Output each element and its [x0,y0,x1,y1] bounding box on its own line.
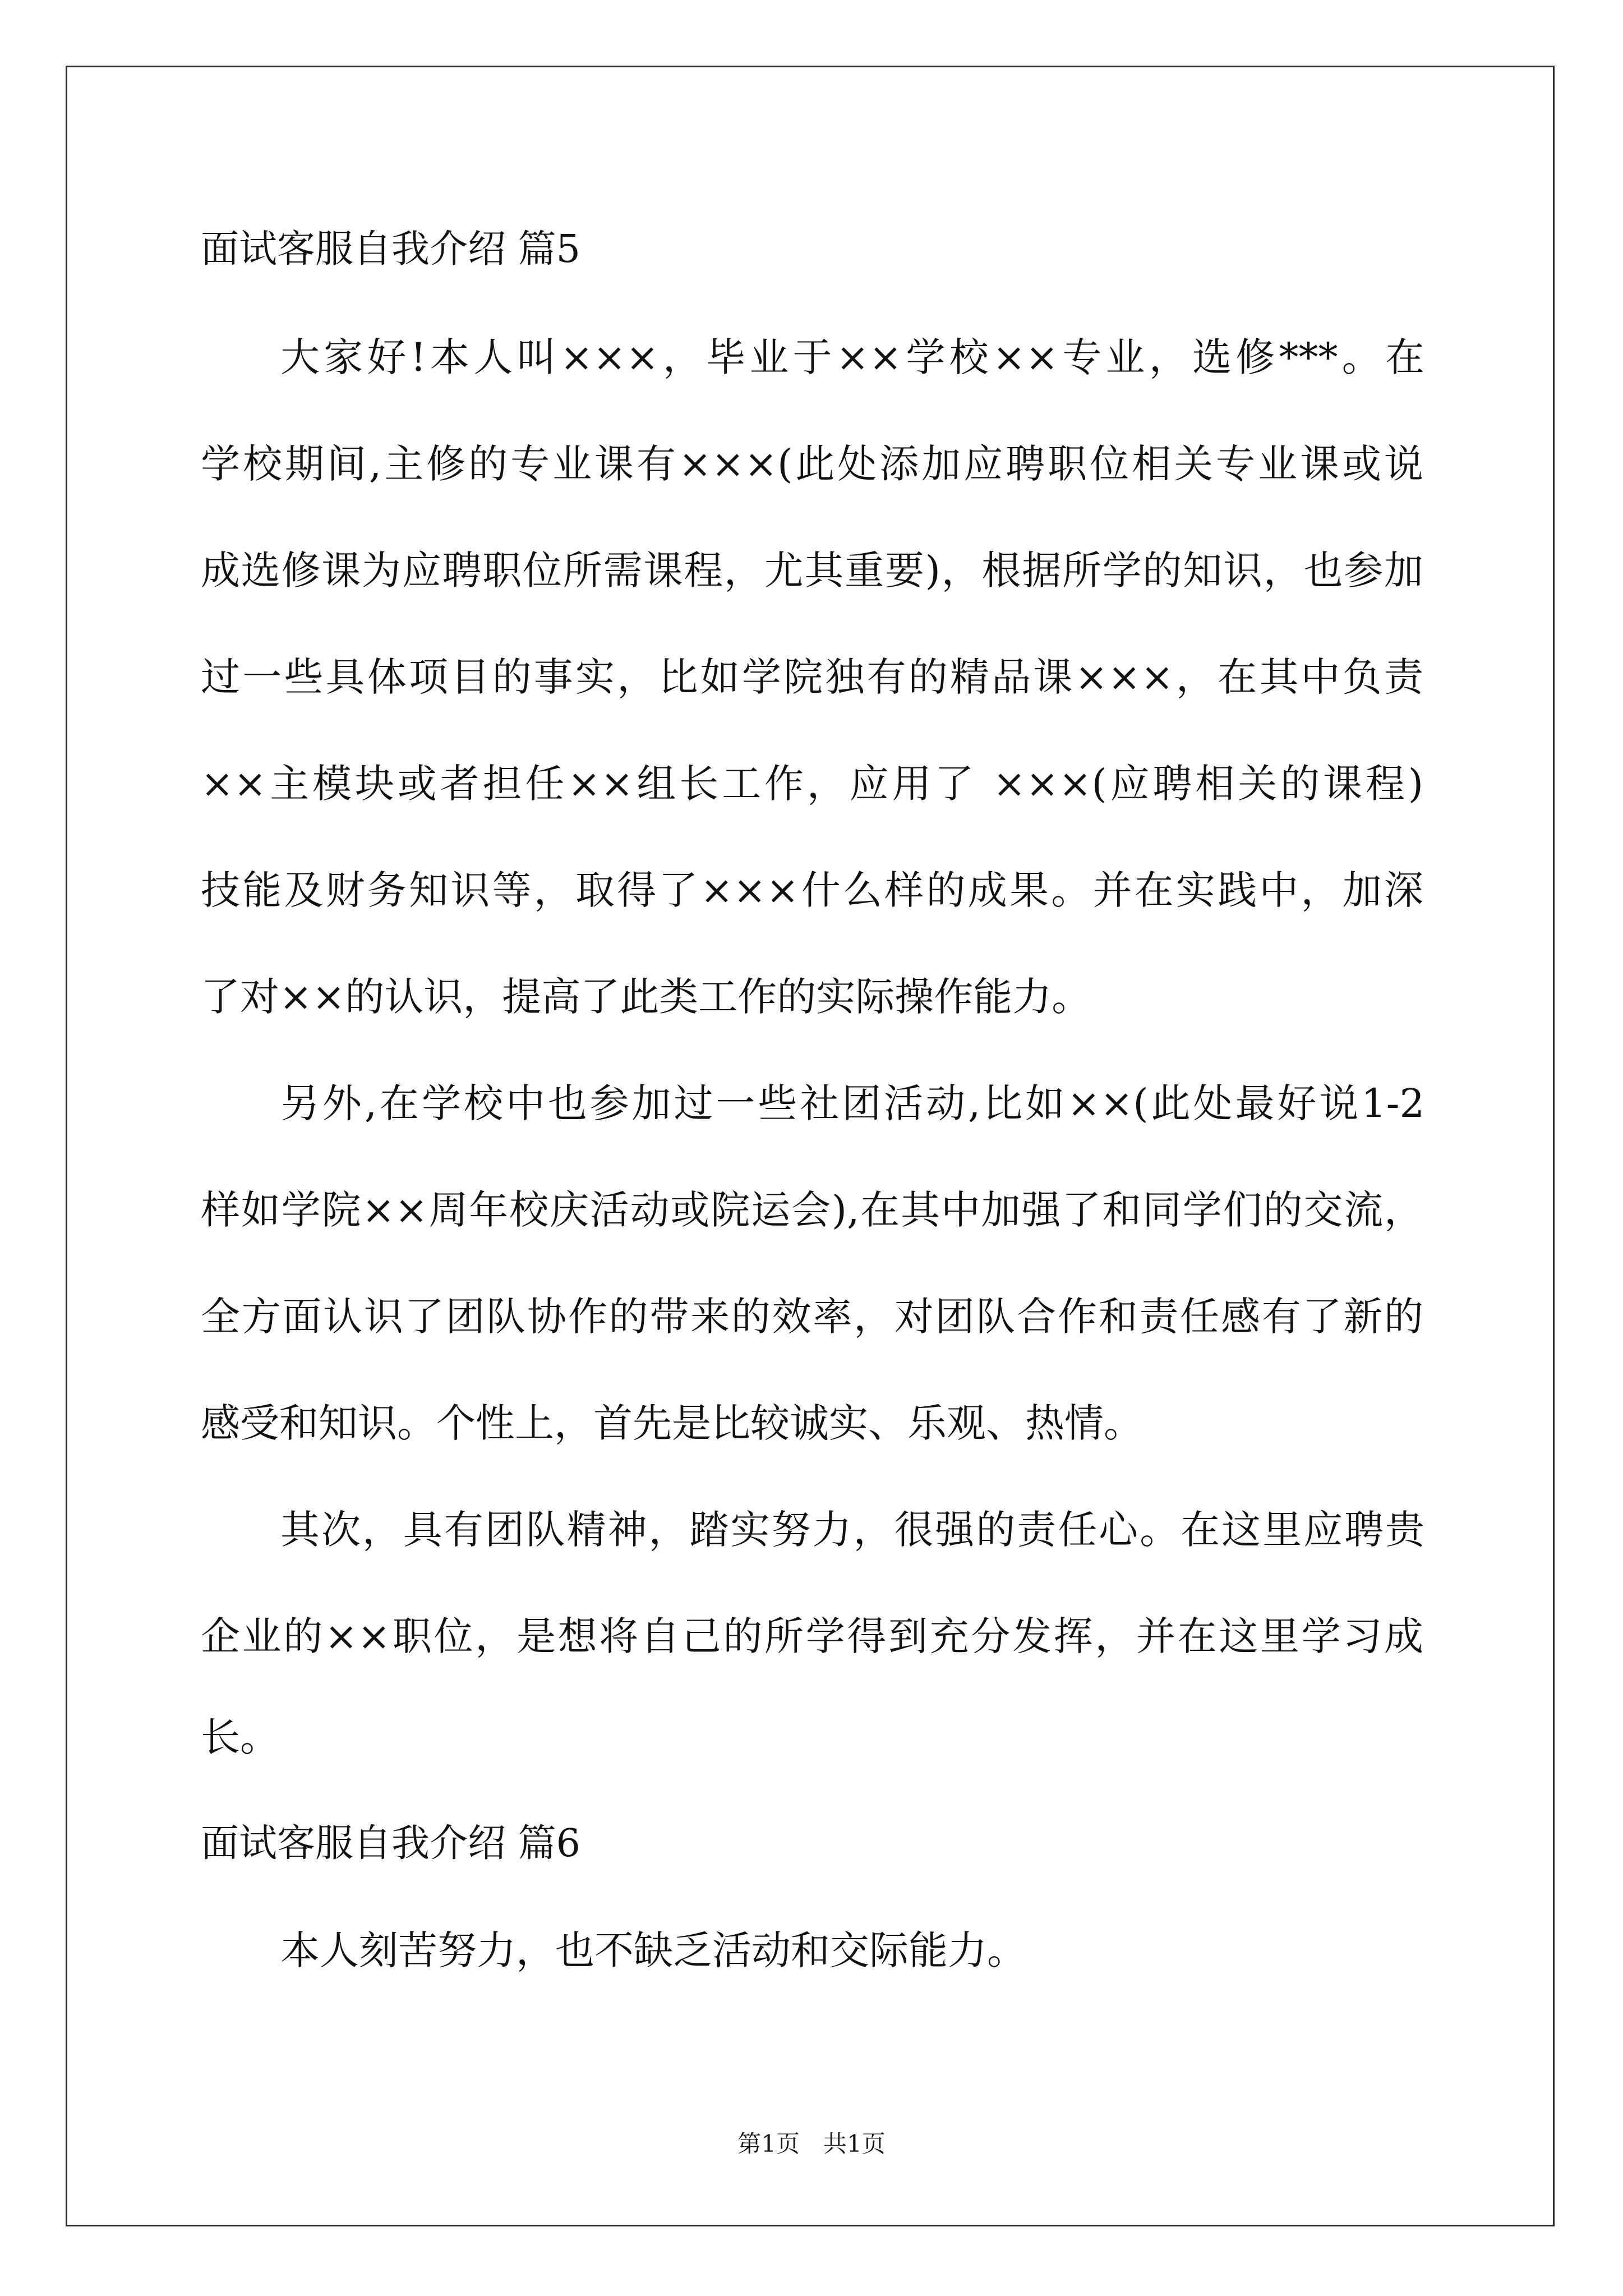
paragraph-3-line-2: 企业的××职位，是想将自己的所学得到充分发挥，并在这里学习成 [201,1613,1423,1659]
paragraph-2-line-2: 样如学院××周年校庆活动或院运会),在其中加强了和同学们的交流， [201,1187,1423,1233]
paragraph-1-line-1: 大家好!本人叫×××，毕业于××学校××专业，选修***。在 [280,334,1424,380]
paragraph-2-line-3: 全方面认识了团队协作的带来的效率，对团队合作和责任感有了新的 [201,1294,1423,1340]
paragraph-1-line-4: 过一些具体项目的事实，比如学院独有的精品课×××，在其中负责 [201,654,1423,700]
paragraph-1-line-3: 成选修课为应聘职位所需课程，尤其重要)，根据所学的知识，也参加 [201,547,1423,593]
paragraph-3-line-1: 其次，具有团队精神，踏实努力，很强的责任心。在这里应聘贵 [280,1507,1424,1553]
paragraph-1-line-6: 技能及财务知识等，取得了×××什么样的成果。并在实践中，加深 [201,867,1423,913]
page-number-footer: 第1页 共1页 [737,2130,886,2157]
paragraph-4-line-1: 本人刻苦努力，也不缺乏活动和交际能力。 [280,1927,1026,1973]
paragraph-1-line-5: ××主模块或者担任××组长工作，应用了 ×××(应聘相关的课程) [201,761,1423,807]
section-5-heading: 面试客服自我介绍 篇5 [201,227,580,272]
paragraph-1-line-7: 了对××的认识，提高了此类工作的实际操作能力。 [201,974,1091,1020]
section-6-heading: 面试客服自我介绍 篇6 [201,1821,580,1866]
paragraph-2-line-4: 感受和知识。个性上，首先是比较诚实、乐观、热情。 [201,1400,1143,1446]
paragraph-1-line-2: 学校期间,主修的专业课有×××(此处添加应聘职位相关专业课或说 [201,441,1423,487]
paragraph-2-line-1: 另外,在学校中也参加过一些社团活动,比如××(此处最好说1-2 [280,1080,1424,1126]
paragraph-3-line-3: 长。 [201,1714,279,1760]
page-border [66,66,1555,2226]
